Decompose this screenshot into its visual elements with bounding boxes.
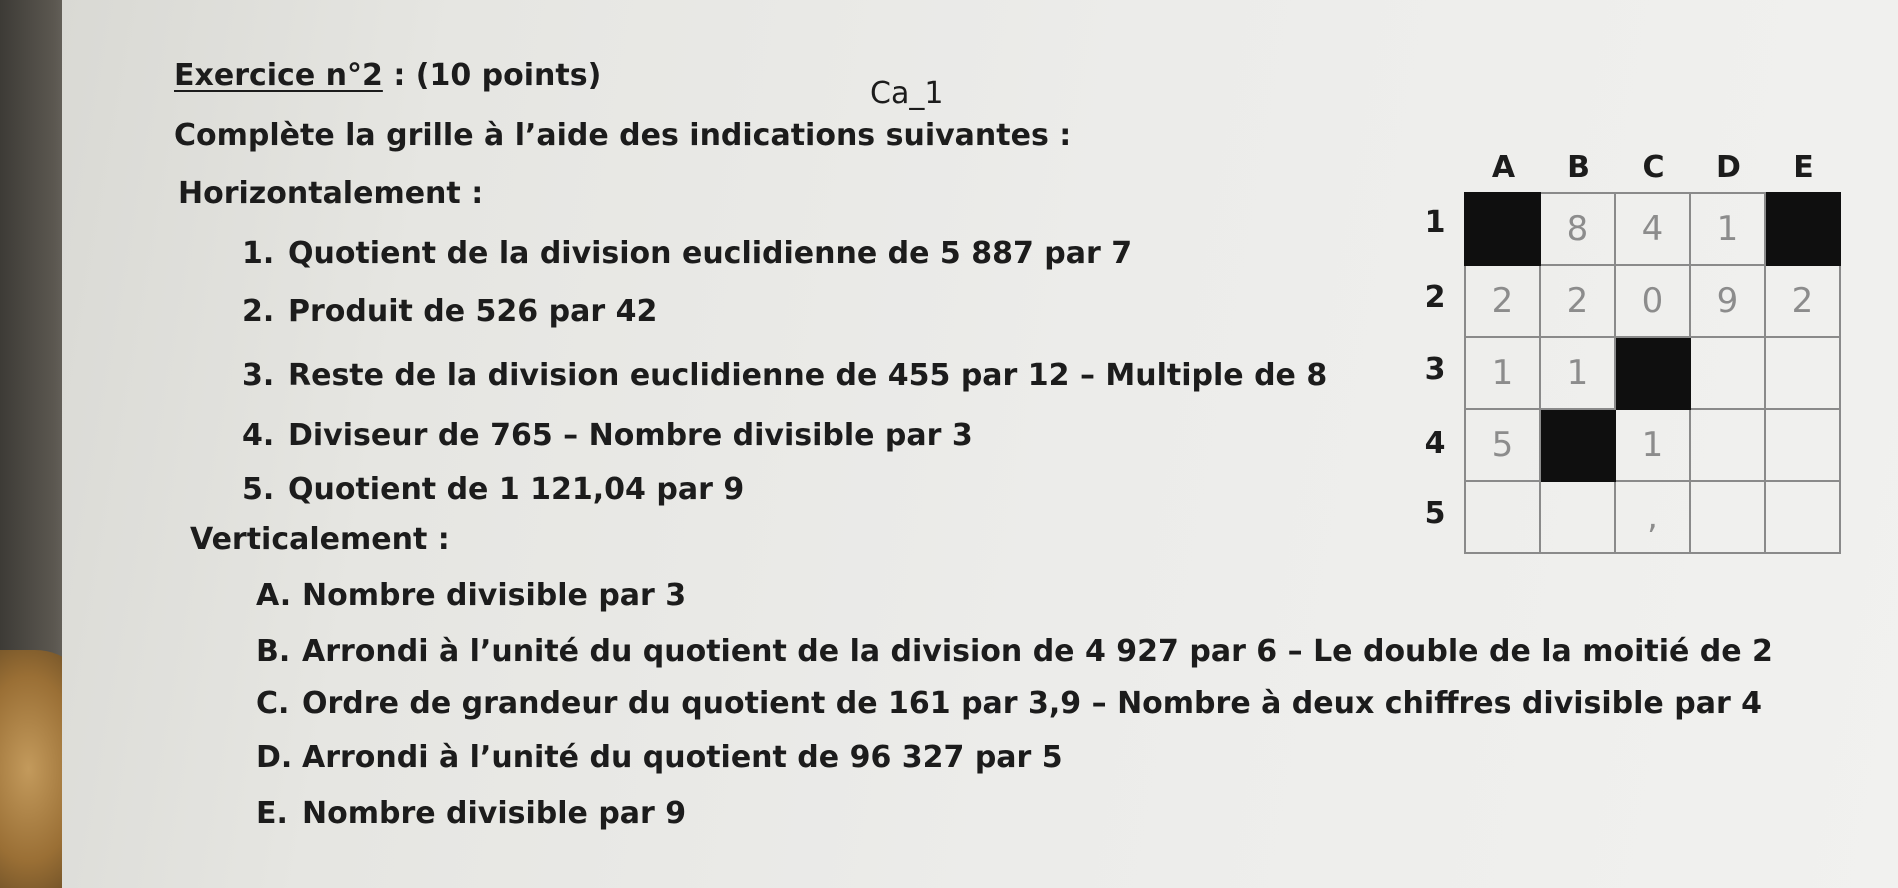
grid-cell[interactable]: 5	[1465, 409, 1540, 481]
grid-cell-black	[1540, 409, 1615, 481]
grid-cell[interactable]: 0	[1615, 265, 1690, 337]
grid-row-header: 4	[1424, 426, 1446, 461]
grid-cell[interactable]: 1	[1615, 409, 1690, 481]
grid-cell[interactable]: 2	[1465, 265, 1540, 337]
horizontal-clue: 5. Quotient de 1 121,04 par 9	[242, 472, 745, 507]
grid-cell[interactable]: 1	[1465, 337, 1540, 409]
grid-cell-black	[1615, 337, 1690, 409]
vertical-heading: Verticalement :	[190, 522, 450, 557]
exercise-title: Exercice n°2	[174, 58, 383, 93]
vertical-clue: A. Nombre divisible par 3	[256, 578, 687, 613]
vertical-clue: E. Nombre divisible par 9	[256, 796, 687, 831]
vertical-clue: B. Arrondi à l’unité du quotient de la division de 4 927 par 6 – Le double de la moitié de 2	[256, 634, 1773, 669]
grid-cell[interactable]: 8	[1540, 193, 1615, 265]
vertical-clue: D. Arrondi à l’unité du quotient de 96 327 par 5	[256, 740, 1063, 775]
horizontal-clue: 4. Diviseur de 765 – Nombre divisible par 3	[242, 418, 973, 453]
grid-cell[interactable]	[1765, 409, 1840, 481]
instruction: Complète la grille à l’aide des indications suivantes :	[174, 118, 1072, 153]
crossword-grid	[1464, 192, 1841, 554]
grid-cell[interactable]: 2	[1540, 265, 1615, 337]
grid-cell[interactable]: 1	[1540, 337, 1615, 409]
exercise-heading	[174, 58, 601, 94]
grid-cell[interactable]	[1765, 481, 1840, 553]
grid-cell[interactable]: ,	[1615, 481, 1690, 553]
grid-row-header: 2	[1424, 280, 1446, 315]
grid-column-header: C	[1642, 150, 1665, 185]
grid-cell[interactable]	[1465, 481, 1540, 553]
grid-cell[interactable]	[1765, 337, 1840, 409]
grid-column-header: D	[1716, 150, 1741, 185]
exercise-code: Ca_1	[870, 76, 944, 111]
exercise-points: : (10 points)	[393, 58, 602, 93]
grid-row-header: 3	[1424, 352, 1446, 387]
grid-cell[interactable]: 9	[1690, 265, 1765, 337]
grid-cell[interactable]	[1540, 481, 1615, 553]
grid-cell-black	[1465, 193, 1540, 265]
horizontal-clue: 3. Reste de la division euclidienne de 455 par 12 – Multiple de 8	[242, 358, 1328, 393]
vertical-clue: C. Ordre de grandeur du quotient de 161 par 3,9 – Nombre à deux chiffres divisible par 4	[256, 686, 1763, 721]
horizontal-clue: 1. Quotient de la division euclidienne de 5 887 par 7	[242, 236, 1133, 271]
grid-column-header: E	[1793, 150, 1814, 185]
grid-row-header: 1	[1424, 205, 1446, 240]
grid-cell[interactable]: 1	[1690, 193, 1765, 265]
grid-cell[interactable]	[1690, 409, 1765, 481]
grid-cell[interactable]	[1690, 481, 1765, 553]
grid-cell[interactable]	[1690, 337, 1765, 409]
grid-column-header: B	[1567, 150, 1590, 185]
horizontal-clue: 2. Produit de 526 par 42	[242, 294, 658, 329]
grid-row-header: 5	[1424, 496, 1446, 531]
grid-cell-black	[1765, 193, 1840, 265]
horizontal-heading: Horizontalement :	[178, 176, 484, 211]
grid-cell[interactable]: 2	[1765, 265, 1840, 337]
grid-cell[interactable]: 4	[1615, 193, 1690, 265]
grid-column-header: A	[1491, 150, 1516, 185]
